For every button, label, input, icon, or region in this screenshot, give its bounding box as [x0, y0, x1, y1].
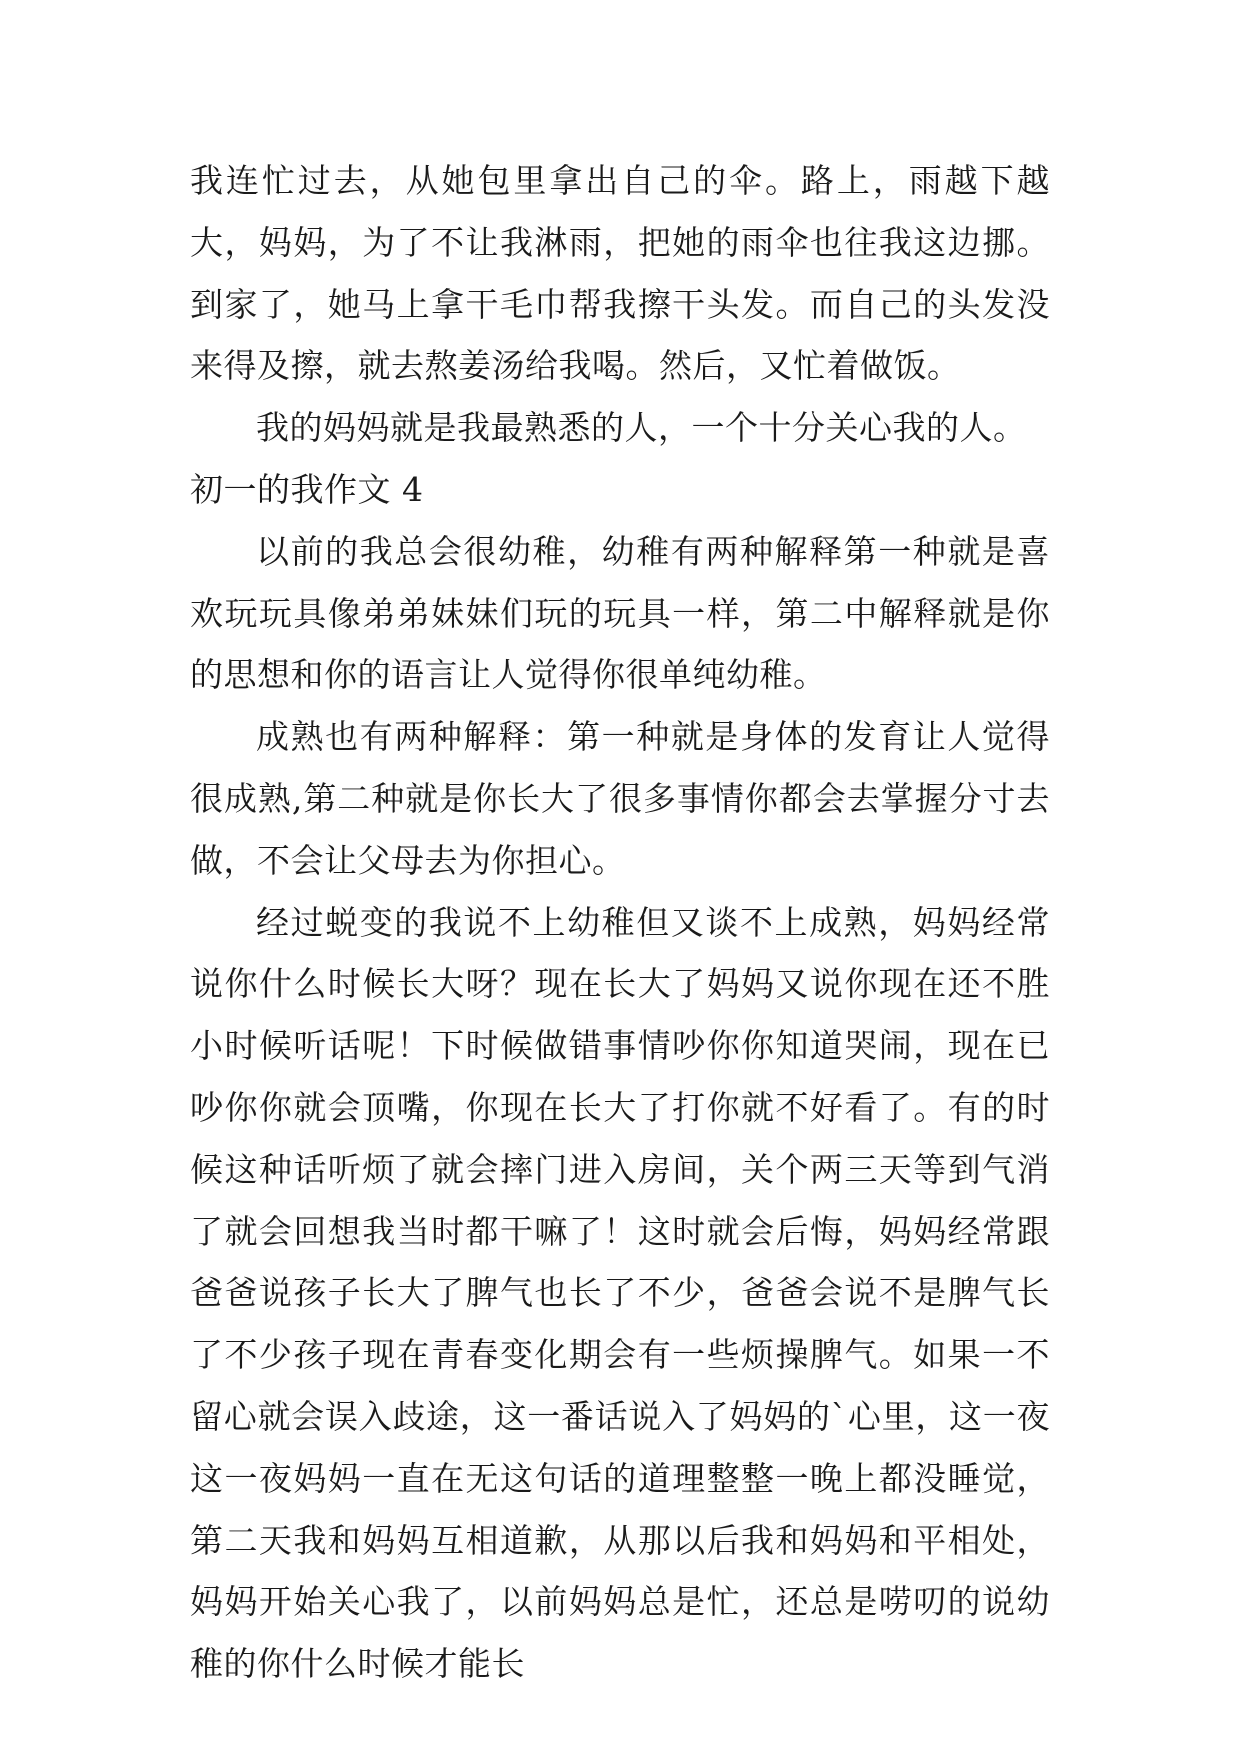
paragraph-transformation: 经过蜕变的我说不上幼稚但又谈不上成熟，妈妈经常说你什么时候长大呀？现在长大了妈妈又说你现在还不胜小时候听话呢！下时候做错事情吵你你知道哭闹，现在已吵你你就会顶嘴，你现在长大了打你就不好看了。有的时候这种话听烦了就会摔门进入房间，关个两三天等到气消了就会回想我当时都干嘛了！这时就会后悔，妈妈经常跟爸爸说孩子长大了脾气也长了不少，爸爸会说不是脾气长了不少孩子现在青春变化期会有一些烦操脾气。如果一不留心就会误入歧途，这一番话说入了妈妈的`心里，这一夜这一夜妈妈一直在无这句话的道理整整一晚上都没睡觉，第二天我和妈妈互相道歉，从那以后我和妈妈和平相处，妈妈开始关心我了，以前妈妈总是忙，还总是唠叨的说幼稚的你什么时候才能长	[190, 902, 1050, 1684]
paragraph-mother-conclusion: 我的妈妈就是我最熟悉的人，一个十分关心我的人。	[256, 408, 1027, 448]
essay-heading: 初一的我作文 4	[190, 469, 424, 509]
document-page	[190, 150, 1050, 1695]
paragraph-umbrella-story: 我连忙过去，从她包里拿出自己的伞。路上，雨越下越大，妈妈，为了不让我淋雨，把她的雨伞也往我这边挪。到家了，她马上拿干毛巾帮我擦干头发。而自己的头发没来得及擦，就去熬姜汤给我喝。然后，又忙着做饭。	[190, 161, 1050, 386]
paragraph-mature: 成熟也有两种解释：第一种就是身体的发育让人觉得很成熟,第二种就是你长大了很多事情你都会去掌握分寸去做，不会让父母去为你担心。	[190, 717, 1050, 880]
paragraph-childish: 以前的我总会很幼稚，幼稚有两种解释第一种就是喜欢玩玩具像弟弟妹妹们玩的玩具一样，第二中解释就是你的思想和你的语言让人觉得你很单纯幼稚。	[190, 531, 1050, 695]
